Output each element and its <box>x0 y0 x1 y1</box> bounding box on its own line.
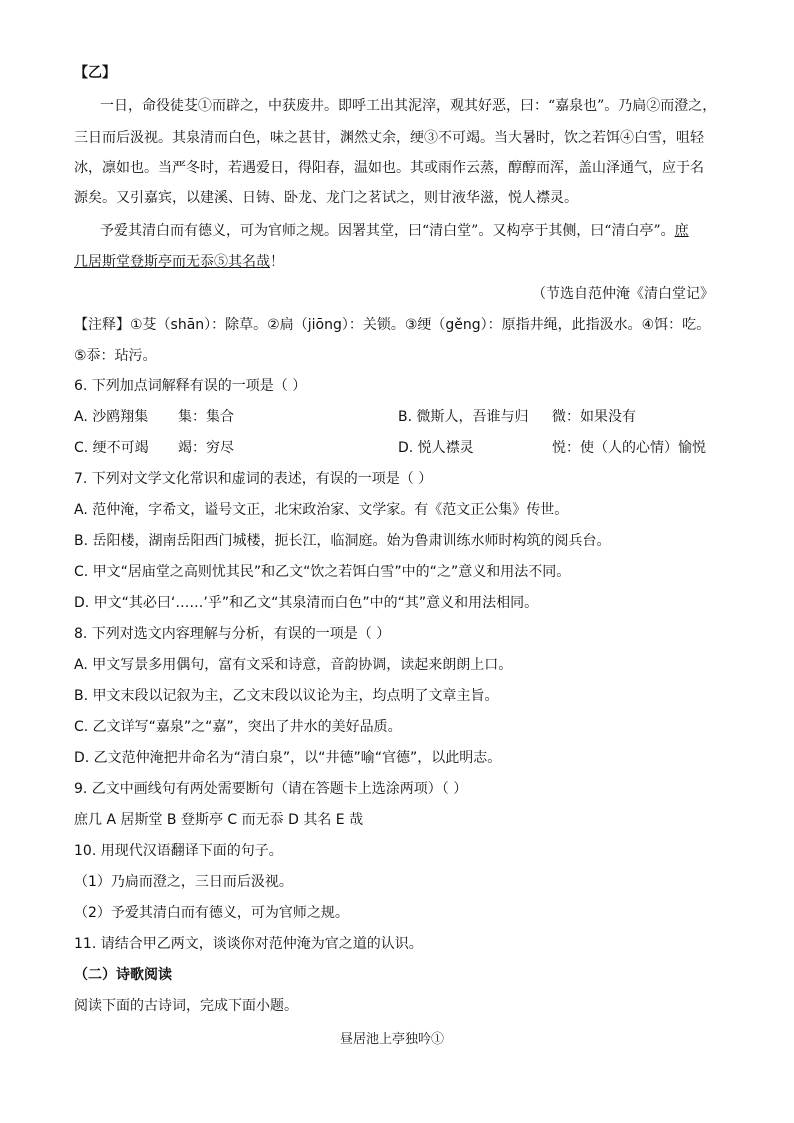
passage-line: 三日而后汲视。其泉清而白色，味之甚甘，渊然丈余，绠③不可竭。当大暑时，饮之若饵④白雪，咀轻 <box>74 130 704 146</box>
source-citation: （节选自范仲淹《清白堂记》 <box>532 286 714 302</box>
question-8-stem: 8. 下列对选文内容理解与分析，有误的一项是（ ） <box>74 626 391 642</box>
passage-line <box>74 253 284 271</box>
question-10-stem: 10. 用现代汉语翻译下面的句子。 <box>74 843 283 859</box>
passage-text: ！ <box>270 254 284 270</box>
notes-line: 【注释】①芟（shān）：除草。②扃（jiōng）：关锁。③绠（gěng）：原指井绳，此指汲水。④饵：吃。 <box>74 317 711 333</box>
section-title: （二）诗歌阅读 <box>74 967 172 983</box>
passage-text: 予爱其清白而有德义，可为官师之规。因署其堂，曰“清白堂”。又构亭于其侧，曰“清白亭”。 <box>100 223 675 239</box>
question-10-sentence-1: （1）乃扃而澄之，三日而后汲视。 <box>74 874 293 890</box>
option-a-gloss: 集：集合 <box>178 409 234 425</box>
option-b-gloss: 微：如果没有 <box>552 409 636 425</box>
option-c-gloss: 竭：穷尽 <box>178 440 234 456</box>
underlined-sentence: 庶 <box>674 223 689 239</box>
option-c: C. 乙文详写“嘉泉”之“嘉”，突出了井水的美好品质。 <box>74 719 402 735</box>
notes-line: ⑤忝：玷污。 <box>74 348 157 364</box>
option-d-phrase: D. 悦人襟灵 <box>398 440 474 456</box>
option-c: C. 甲文“居庙堂之高则忧其民”和乙文“饮之若饵白雪”中的“之”意义和用法不同。 <box>74 564 571 580</box>
poem-title: 昼居池上亭独吟① <box>340 1032 445 1047</box>
option-a: A. 范仲淹，字希文，谥号文正，北宋政治家、文学家。有《范文正公集》传世。 <box>74 502 569 518</box>
option-a: A. 甲文写景多用偶句，富有文采和诗意，音韵协调，读起来朗朗上口。 <box>74 657 513 673</box>
passage-heading: 【乙】 <box>74 65 116 81</box>
option-d: D. 甲文“其必曰‘……’乎”和乙文“其泉清而白色”中的“其”意义和用法相同。 <box>74 595 539 611</box>
option-b-phrase: B. 微斯人，吾谁与归 <box>398 409 529 425</box>
question-6-stem: 6. 下列加点词解释有误的一项是（ ） <box>74 378 307 394</box>
section-instruction: 阅读下面的古诗词，完成下面小题。 <box>74 998 298 1014</box>
underlined-sentence: 几居斯堂登斯亭而无忝⑤其名哉 <box>74 254 270 270</box>
option-b: B. 岳阳楼，湖南岳阳西门城楼，扼长江，临洞庭。始为鲁肃训练水师时构筑的阅兵台。 <box>74 533 611 549</box>
passage-line <box>100 222 689 240</box>
question-9-sentence: 庶几 A 居斯堂 B 登斯亭 C 而无忝 D 其名 E 哉 <box>74 812 364 828</box>
option-b: B. 甲文末段以记叙为主，乙文末段以议论为主，均点明了文章主旨。 <box>74 688 499 704</box>
passage-line: 一日，命役徒芟①而辟之，中获废井。即呼工出其泥滓，观其好恶，曰：“嘉泉也”。乃扃②而澄之， <box>100 98 717 114</box>
passage-line: 冰，凛如也。当严冬时，若遇爱日，得阳春，温如也。其或雨作云蒸，醇醇而浑，盖山泽通气，应于名 <box>74 160 704 176</box>
question-10-sentence-2: （2）予爱其清白而有德义，可为官师之规。 <box>74 905 349 921</box>
question-7-stem: 7. 下列对文学文化常识和虚词的表述，有误的一项是（ ） <box>74 471 433 487</box>
option-d-gloss: 悦：使（人的心情）愉悦 <box>552 440 706 456</box>
passage-line: 源矣。又引嘉宾，以建溪、日铸、卧龙、龙门之茗试之，则甘液华滋，悦人襟灵。 <box>74 190 578 206</box>
option-d: D. 乙文范仲淹把井命名为“清白泉”，以“井德”喻“官德”，以此明志。 <box>74 750 502 766</box>
question-11-stem: 11. 请结合甲乙两文，谈谈你对范仲淹为官之道的认识。 <box>74 936 423 952</box>
option-c-phrase: C. 绠不可竭 <box>74 440 149 456</box>
question-9-stem: 9. 乙文中画线句有两处需要断句（请在答题卡上选涂两项）（ ） <box>74 781 468 797</box>
option-a-phrase: A. 沙鸥翔集 <box>74 409 149 425</box>
